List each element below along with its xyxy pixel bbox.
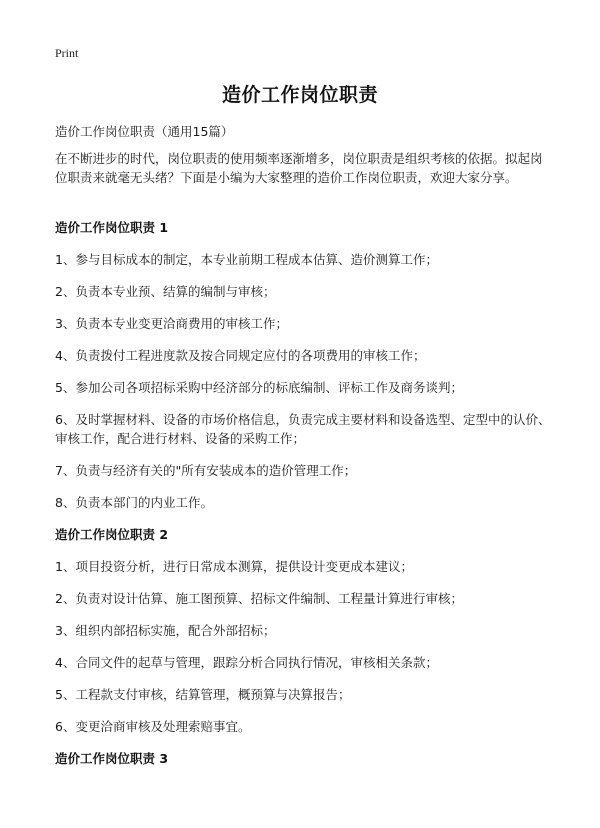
document-subtitle: 造价工作岗位职责（通用15篇）	[55, 124, 234, 139]
list-item: 6、及时掌握材料、设备的市场价格信息，负责完成主要材料和设备选型、定型中的认价、审核工作，配合进行材料、设备的采购工作；	[55, 412, 551, 446]
list-item: 4、负责拨付工程进度款及按合同规定应付的各项费用的审核工作；	[55, 348, 426, 363]
list-item: 1、项目投资分析，进行日常成本测算，提供设计变更成本建议；	[55, 559, 413, 574]
list-item: 3、负责本专业变更洽商费用的审核工作；	[55, 316, 288, 331]
list-item: 7、负责与经济有关的"所有安装成本的造价管理工作；	[55, 463, 357, 478]
section-2	[55, 525, 552, 736]
section-heading: 造价工作岗位职责 1	[55, 220, 169, 235]
list-item: 2、负责对设计估算、施工图预算、招标文件编制、工程量计算进行审核；	[55, 591, 463, 606]
intro-paragraph: 在不断进步的时代，岗位职责的使用频率逐渐增多，岗位职责是组织考核的依据。拟起岗位职责来就毫无头绪？下面是小编为大家整理的造价工作岗位职责，欢迎大家分享。	[55, 151, 543, 185]
list-item: 8、负责本部门的内业工作。	[55, 495, 213, 510]
sections-container	[55, 218, 552, 781]
page-title: 造价工作岗位职责	[221, 84, 378, 106]
list-item: 4、合同文件的起草与管理，跟踪分析合同执行情况，审核相关条款；	[55, 655, 438, 670]
section-heading: 造价工作岗位职责 2	[55, 527, 169, 542]
section-heading: 造价工作岗位职责 3	[55, 751, 169, 766]
list-item: 1、参与目标成本的制定，本专业前期工程成本估算、造价测算工作；	[55, 252, 438, 267]
list-item: 5、工程款支付审核，结算管理，概预算与决算报告；	[55, 687, 351, 702]
section-1	[55, 218, 552, 512]
list-item: 6、变更洽商审核及处理索赔事宜。	[55, 719, 251, 734]
list-item: 3、组织内部招标实施，配合外部招标；	[55, 623, 276, 638]
section-3	[55, 749, 552, 769]
list-item: 5、参加公司各项招标采购中经济部分的标底编制、评标工作及商务谈判；	[55, 380, 463, 395]
print-label[interactable]: Print	[55, 46, 79, 60]
list-item: 2、负责本专业预、结算的编制与审核；	[55, 284, 276, 299]
